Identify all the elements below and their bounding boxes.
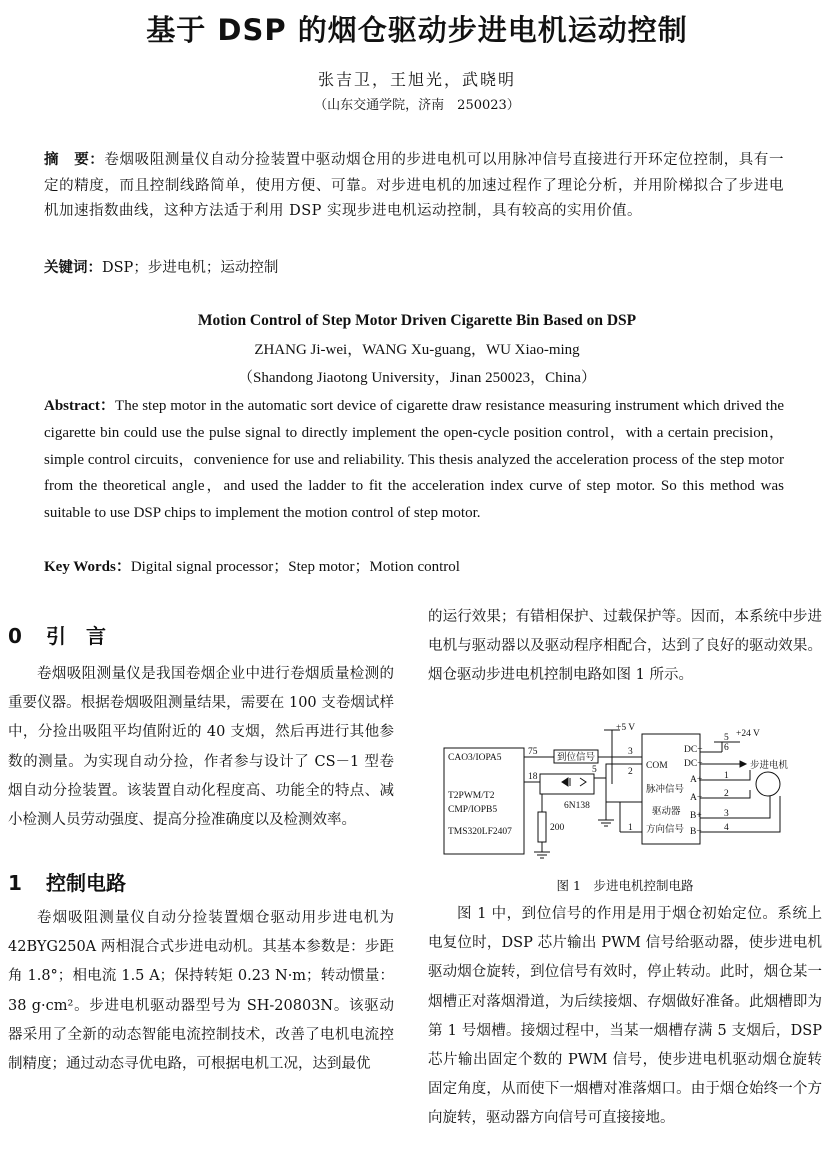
fig-b-minus: B− — [690, 827, 702, 837]
section-1-paragraph: 卷烟吸阻测量仪自动分捡装置烟仓驱动用步进电机为 42BYG250A 两相混合式步进电动机。其基本参数是：步距角 1.8°；相电流 1.5 A；保持转矩 0.23 N·m；转动惯量：38 g·cm²。步进电机驱动器型号为 SH-20803N。该驱动器采用了全新的动态智能电流控制技术，改善了电机电流控制精度；通过动态寻优电路，可根据电机工况，达到最优 — [8, 910, 394, 1073]
english-title: Motion Control of Step Motor Driven Cigarette Bin Based on DSP — [197, 312, 637, 329]
fig-dsp-pin1: CAO3/IOPA5 — [448, 753, 502, 763]
fig-n5: 5 — [592, 765, 597, 775]
section-0-heading — [8, 620, 106, 649]
fig-signal-box: 到位信号 — [557, 753, 596, 763]
fig-driver: 驱动器 — [652, 807, 681, 817]
motor-circle — [756, 772, 780, 796]
abstract-en — [44, 393, 784, 527]
fig-dc-minus: DC− — [684, 759, 703, 769]
paper-title: 基于 DSP 的烟仓驱动步进电机运动控制 — [146, 13, 688, 47]
section-0-title: 引 言 — [46, 624, 106, 648]
right-paragraph-1: 的运行效果；有错相保护、过载保护等。因而，本系统中步进电机与驱动器以及驱动程序相配合，达到了良好的驱动效果。烟仓驱动步进电机控制电路如图 1 所示。 — [428, 609, 822, 684]
fig-v24: +24 V — [736, 729, 760, 739]
abstract-en-text: The step motor in the automatic sort device of cigarette draw resistance measuring instrument which drived the cigarette bin could use the pulse signal to directly implement the open-cycle position control，with a certain precision，simple control circuits，convenience for use and reliability. This thesis analyzed the acceleration process of the step motor from the theoretical angle，and used the ladder to fit the acceleration index curve of step motor. So this method was suitable to use DSP chips to implement the motion control of step motor. — [44, 398, 784, 522]
fig-b-plus: B+ — [690, 811, 702, 821]
affiliation: （山东交通学院，济南 250023） — [314, 98, 520, 113]
section-0-number: 0 — [8, 624, 22, 648]
fig-opto: 6N138 — [564, 801, 590, 811]
fig-dsp-chip: TMS320LF2407 — [448, 827, 512, 837]
fig-a-minus: A− — [690, 793, 703, 803]
fig-p2: 2 — [724, 789, 729, 799]
authors: 张吉卫，王旭光，武晓明 — [317, 70, 516, 89]
abstract-cn-text: 卷烟吸阻测量仪自动分捡装置中驱动烟仓用的步进电机可以用脉冲信号直接进行开环定位控制，具有一定的精度，而且控制线路简单，使用方便、可靠。对步进电机的加速过程作了理论分析，并用阶梯拟合了步进电机加速指数曲线，这种方法适于利用 DSP 实现步进电机运动控制，具有较高的实用价值。 — [44, 152, 785, 219]
english-affiliation: （Shandong Jiaotong University，Jinan 250023，China） — [238, 370, 596, 386]
fig-p3: 3 — [724, 809, 729, 819]
keywords-cn — [44, 256, 278, 277]
fig-n2: 2 — [628, 767, 633, 777]
keywords-en — [44, 555, 460, 576]
section-0-paragraph: 卷烟吸阻测量仪是我国卷烟企业中进行卷烟质量检测的重要仪器。根据卷烟吸阻测量结果，需要在 100 支卷烟试样中，分捡出吸阻平均值附近的 40 支烟，然后再进行其他参数的测量。为实现自动分捡，作者参与设计了 CS－1 型卷烟自动分捡装置。该装置自动化程度高、功能全的特点、减小检测人员劳动强度、提高分捡准确度以及检测效率。 — [8, 666, 394, 829]
fig-p4: 4 — [724, 823, 729, 833]
fig-dir: 方向信号 — [646, 825, 685, 835]
abstract-cn-label: 摘 要： — [44, 152, 105, 168]
keywords-cn-label: 关键词： — [44, 260, 102, 276]
keywords-en-label: Key Words： — [44, 559, 131, 575]
resistor — [538, 812, 546, 842]
abstract-en-label: Abstract： — [44, 398, 116, 414]
fig-p5: 5 — [724, 733, 729, 743]
right-paragraph-2: 图 1 中，到位信号的作用是用于烟仓初始定位。系统上电复位时，DSP 芯片输出 PWM 信号给驱动器，使步进电机驱动烟仓旋转，到位信号有效时，停止转动。此时，烟仓某一烟槽正对落烟滑道，为后续接烟、存烟做好准备。此烟槽即为第 1 号烟槽。接烟过程中，当某一烟槽存满 5 支烟后，DSP 芯片输出固定个数的 PWM 信号，使步进电机驱动烟仓旋转固定角度，从而使下一烟槽对准落烟口。由于烟仓始终一个方向旋转，驱动器方向信号可直接接地。 — [428, 906, 822, 1127]
fig-dsp-pin2: T2PWM/T2 — [448, 791, 495, 801]
fig-n3: 3 — [628, 747, 633, 757]
fig-n18: 18 — [528, 772, 538, 782]
fig-a-plus: A+ — [690, 775, 703, 785]
fig-com: COM — [646, 761, 668, 771]
keywords-en-text: Digital signal processor；Step motor；Motion control — [130, 559, 460, 575]
section-1-number: 1 — [8, 871, 22, 895]
fig-p6: 6 — [724, 743, 729, 753]
circuit-diagram — [440, 722, 824, 862]
fig-dc-plus: DC+ — [684, 745, 703, 755]
section-1-title: 控制电路 — [46, 871, 126, 895]
keywords-cn-text: DSP；步进电机；运动控制 — [102, 260, 279, 276]
fig-n75: 75 — [528, 747, 538, 757]
english-authors: ZHANG Ji-wei，WANG Xu-guang，WU Xiao-ming — [254, 342, 580, 358]
section-1-heading — [8, 867, 126, 896]
fig-p1: 1 — [724, 771, 729, 781]
fig-n1: 1 — [628, 823, 633, 833]
fig-res: 200 — [550, 823, 565, 833]
fig-motor: 步进电机 — [750, 761, 789, 771]
figure-caption: 图 1 步进电机控制电路 — [556, 878, 694, 893]
abstract-cn — [44, 148, 784, 225]
fig-pulse: 脉冲信号 — [646, 785, 685, 795]
dsp-box — [444, 748, 524, 854]
fig-v5: +5 V — [616, 723, 636, 733]
fig-dsp-pin3: CMP/IOPB5 — [448, 805, 498, 815]
